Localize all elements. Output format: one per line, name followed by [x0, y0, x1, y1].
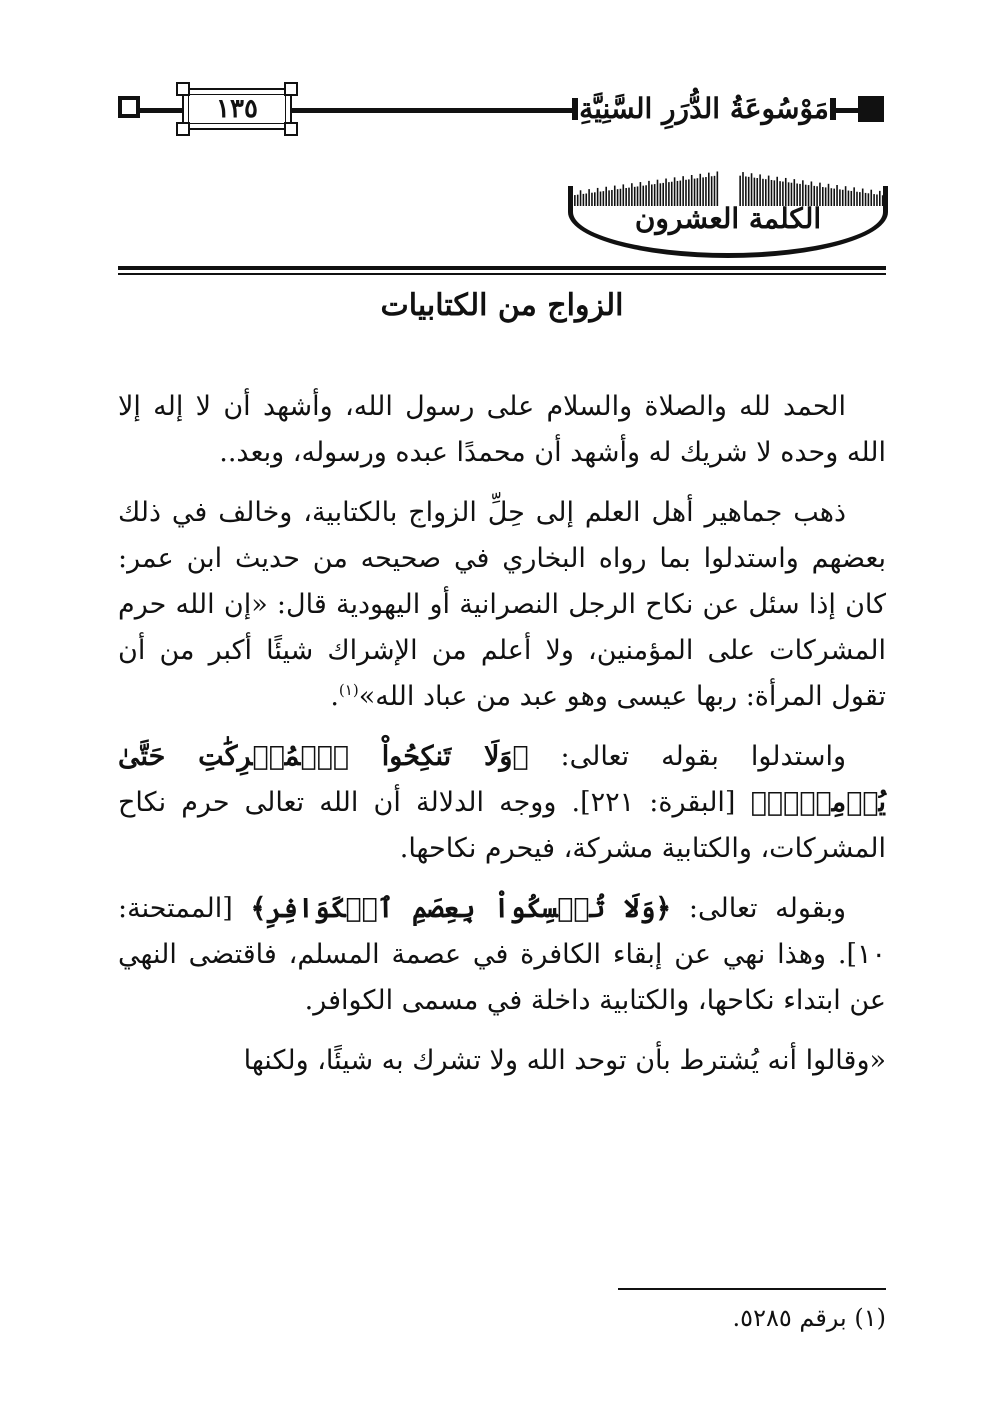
header-rule-right [836, 108, 858, 113]
paragraph-verse-baqarah [118, 734, 886, 872]
paragraph-tail: . [330, 681, 339, 712]
paragraph-intro [118, 384, 886, 476]
paragraph-text: ذهب جماهير أهل العلم إلى حِلِّ الزواج بالكتابية، وخالف في ذلك بعضهم واستدلوا بما رواه البخاري في صحيحه من حديث ابن عمر: كان إذا سئل عن نكاح الرجل النصرانية أو اليهودية قال: «إن الله حرم المشركات على المؤمنين، ولا أعلم من الإشراك شيئًا أكبر من أن تقول المرأة: ربها عيسى وهو عبد من عباد الله» [118, 497, 886, 712]
paragraph-text: الحمد لله والصلاة والسلام على رسول الله، وأشهد أن لا إله إلا الله وحده لا شريك له وأشهد أن محمدًا عبده ورسوله، وبعد.. [118, 391, 886, 468]
paragraph-verse-mumtahanah [118, 886, 886, 1024]
page-title: الزواج من الكتابيات [380, 288, 624, 323]
footnote-ref[interactable]: (١) [338, 681, 359, 699]
paragraph-continued [118, 1038, 886, 1084]
body-text [118, 384, 886, 1098]
quran-verse: ﴿وَلَا تُمۡسِكُواْ بِعِصَمِ ٱلۡكَوَافِرِ﴾ [250, 893, 672, 924]
page-number-frame [182, 88, 292, 130]
quran-verse: ﴿وَلَا تَنكِحُواْ ٱلۡمُشۡرِكَٰتِ حَتَّىٰ يُؤۡمِنَّۚ﴾ [118, 741, 886, 818]
paragraph-lead: واستدلوا بقوله تعالى: [528, 741, 846, 772]
footnote-rule [618, 1288, 886, 1290]
paragraph-lead: وبقوله تعالى: [671, 893, 847, 924]
paragraph-tail: [البقرة: ٢٢١]. ووجه الدلالة أن الله تعالى حرم نكاح المشركات، والكتابية مشركة، فيحرم نكاحها. [118, 787, 886, 864]
header-ornament-square-outline [118, 96, 140, 118]
book-title: مَوْسُوعَةُ الدُّرَرِ السَّنِيَّةِ [572, 84, 836, 132]
paragraph-tail: [الممتحنة: ١٠]. وهذا نهي عن إبقاء الكافرة في عصمة المسلم، فاقتضى النهي عن ابتداء نكاحها، والكتابية داخلة في مسمى الكوافر. [118, 893, 886, 1016]
header-divider [118, 266, 886, 270]
section-cartouche [568, 150, 888, 258]
page-number: ١٣٥ [216, 94, 258, 124]
footnote: (١) برقم ٥٢٨٥. [732, 1304, 886, 1332]
header-ornament-square-filled [858, 96, 884, 122]
paragraph-text: «وقالوا أنه يُشترط بأن توحد الله ولا تشرك به شيئًا، ولكنها [243, 1045, 886, 1076]
header-divider-thin [118, 273, 886, 275]
paragraph-scholars [118, 490, 886, 720]
section-name: الكلمة العشرون [634, 202, 822, 235]
